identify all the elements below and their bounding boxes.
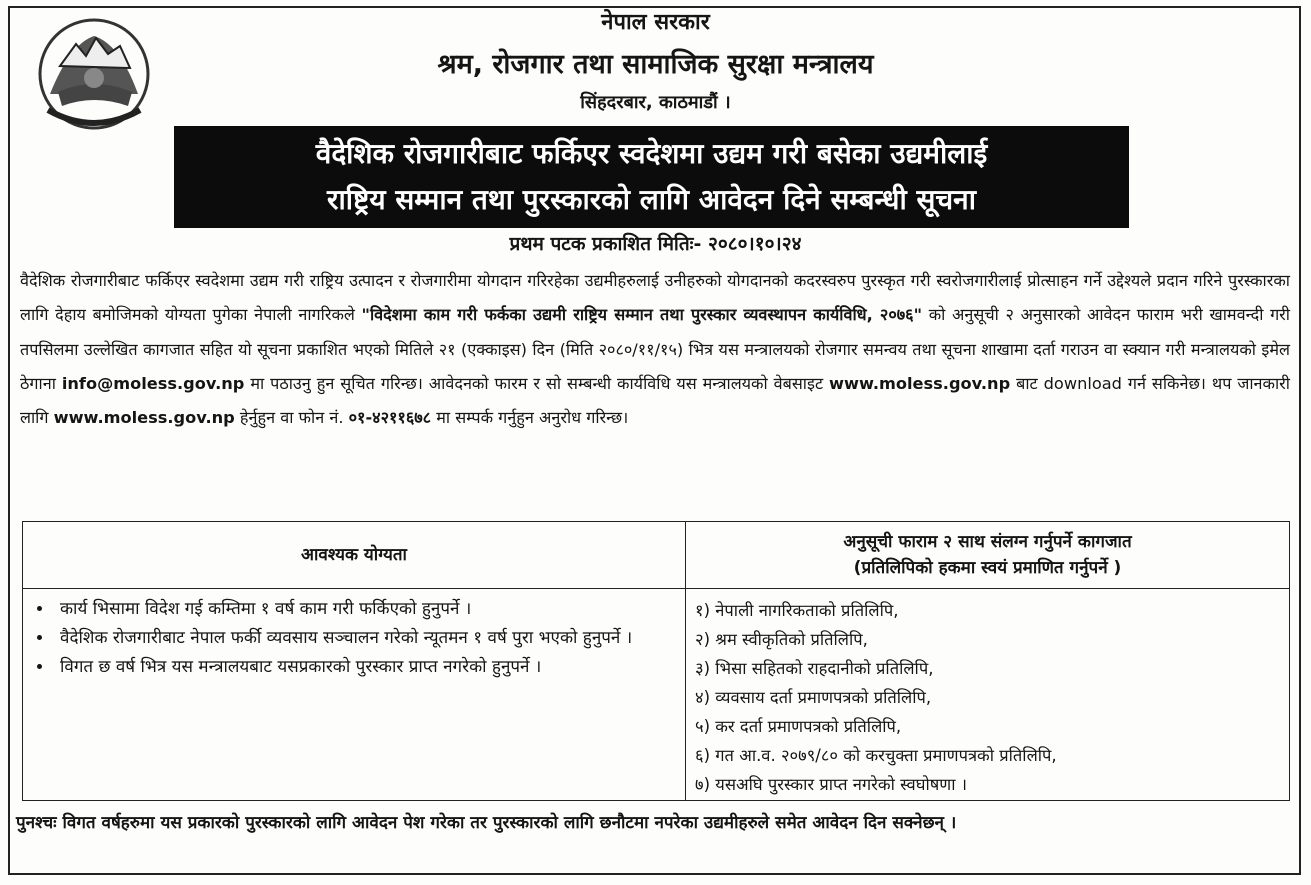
- notice-title-banner: [174, 126, 1129, 228]
- ministry-address: सिंहदरबार, काठमाडौं ।: [580, 92, 731, 113]
- postscript-note: पुनश्चः विगत वर्षहरुमा यस प्रकारको पुरस्कारको लागि आवेदन पेश गरेका तर पुरस्कारको लागि छनौटमा नपरेका उद्यमीहरुले समेत आवेदन दिन सक्नेछन् ।: [16, 813, 957, 833]
- phone-number: ०१-४२११६७८: [348, 408, 432, 428]
- documents-header-line-2: (प्रतिलिपिको हकमा स्वयं प्रमाणित गर्नुपर्ने ): [853, 558, 1122, 578]
- published-date: प्रथम पटक प्रकाशित मितिः- २०८०।१०।२४: [509, 233, 802, 255]
- documents-header: [686, 522, 1290, 589]
- document-item: ५) कर दर्ता प्रमाणपत्रको प्रतिलिपि,: [695, 717, 902, 736]
- procedure-name: "विदेशमा काम गरी फर्कका उद्यमी राष्ट्रिय सम्मान तथा पुरस्कार व्यवस्थापन कार्यविधि, २०७६": [361, 305, 923, 325]
- document-item: ३) भिसा सहितको राहदानीको प्रतिलिपि,: [695, 659, 934, 678]
- qualification-header: आवश्यक योग्यता: [23, 522, 686, 589]
- body-part-3: मा पठाउनु हुन सूचित गरिन्छ। आवेदनको फारम र सो सम्बन्धी कार्यविधि यस मन्त्रालयको वेबसाइट: [244, 373, 830, 393]
- document-item: १) नेपाली नागरिकताको प्रतिलिपि,: [695, 601, 899, 620]
- email-address: info@moless.gov.np: [61, 373, 245, 393]
- requirements-table: [22, 521, 1290, 801]
- body-part-2: को अनुसूची २ अनुसारको आवेदन फाराम भरी खामवन्दी गरी तपसिलमा उल्लेखित कागजात सहित यो सूचना प्रकाशित भएको मितिले २१ (एक्काइस) दिन (मिति २०८०/११/१५) भित्र यस मन्त्रालयको रोजगार समन्वय तथा सूचना शाखामा दर्ता गराउन वा स्क्यान गरी मन्त्रालयको इमेल ठेगाना: [20, 305, 1291, 393]
- ministry-title: श्रम, रोजगार तथा सामाजिक सुरक्षा मन्त्रालय: [437, 49, 874, 80]
- document-item: ७) यसअघि पुरस्कार प्राप्त नगरेको स्वघोषणा ।: [695, 775, 967, 794]
- body-part-5: हेर्नुहुन वा फोन नं.: [234, 408, 349, 428]
- qualification-item: • कार्य भिसामा विदेश गई कम्तिमा १ वर्ष काम गरी फर्किएको हुनुपर्ने ।: [54, 596, 684, 623]
- body-part-6: मा सम्पर्क गर्नुहुन अनुरोध गरिन्छ।: [431, 408, 629, 428]
- website-link-1: www.moless.gov.np: [829, 373, 1011, 393]
- body-part-4: बाट download गर्न सकिनेछ। थप जानकारी लागि: [20, 373, 1290, 428]
- qualification-cell: [23, 589, 686, 801]
- qualification-item: • वैदेशिक रोजगारीबाट नेपाल फर्की व्यवसाय सञ्चालन गरेको न्यूतमन १ वर्ष पुरा भएको हुनुपर्ने ।: [54, 625, 684, 652]
- document-item: ६) गत आ.व. २०७९/८० को करचुक्ता प्रमाणपत्रको प्रतिलिपि,: [695, 746, 1057, 765]
- banner-line-1: वैदेशिक रोजगारीबाट फर्किएर स्वदेशमा उद्यम गरी बसेका उद्यमीलाई: [315, 137, 988, 170]
- notice-body: [20, 264, 1290, 435]
- website-link-2: www.moless.gov.np: [53, 408, 235, 428]
- documents-list: [687, 596, 1288, 799]
- body-part-1: वैदेशिक रोजगारीबाट फर्किएर स्वदेशमा उद्यम गरी राष्ट्रिय उत्पादन र रोजगारीमा योगदान गरिरहेका उद्यमीहरुलाई उनीहरुको योगदानको कदरस्वरुप पुरस्कृत गरी स्वरोजगारीलाई प्रोत्साहन गर्ने उद्देश्यले प्रदान गरिने पुरस्कारका लागि देहाय बमोजिमको योग्यता पुगेका नेपाली नागरिकले: [20, 271, 1290, 325]
- document-item: २) श्रम स्वीकृतिको प्रतिलिपि,: [695, 630, 868, 649]
- banner-line-2: राष्ट्रिय सम्मान तथा पुरस्कारको लागि आवेदन दिने सम्बन्धी सूचना: [327, 183, 976, 216]
- government-title: नेपाल सरकार: [601, 10, 710, 35]
- document-item: ४) व्यवसाय दर्ता प्रमाणपत्रको प्रतिलिपि,: [695, 688, 932, 707]
- qualification-list: [24, 596, 684, 681]
- documents-header-line-1: अनुसूची फाराम २ साथ संलग्न गर्नुपर्ने कागजात: [843, 532, 1132, 552]
- qualification-item: • विगत छ वर्ष भित्र यस मन्त्रालयबाट यसप्रकारको पुरस्कार प्राप्त नगरेको हुनुपर्ने ।: [54, 654, 684, 681]
- documents-cell: [686, 589, 1290, 801]
